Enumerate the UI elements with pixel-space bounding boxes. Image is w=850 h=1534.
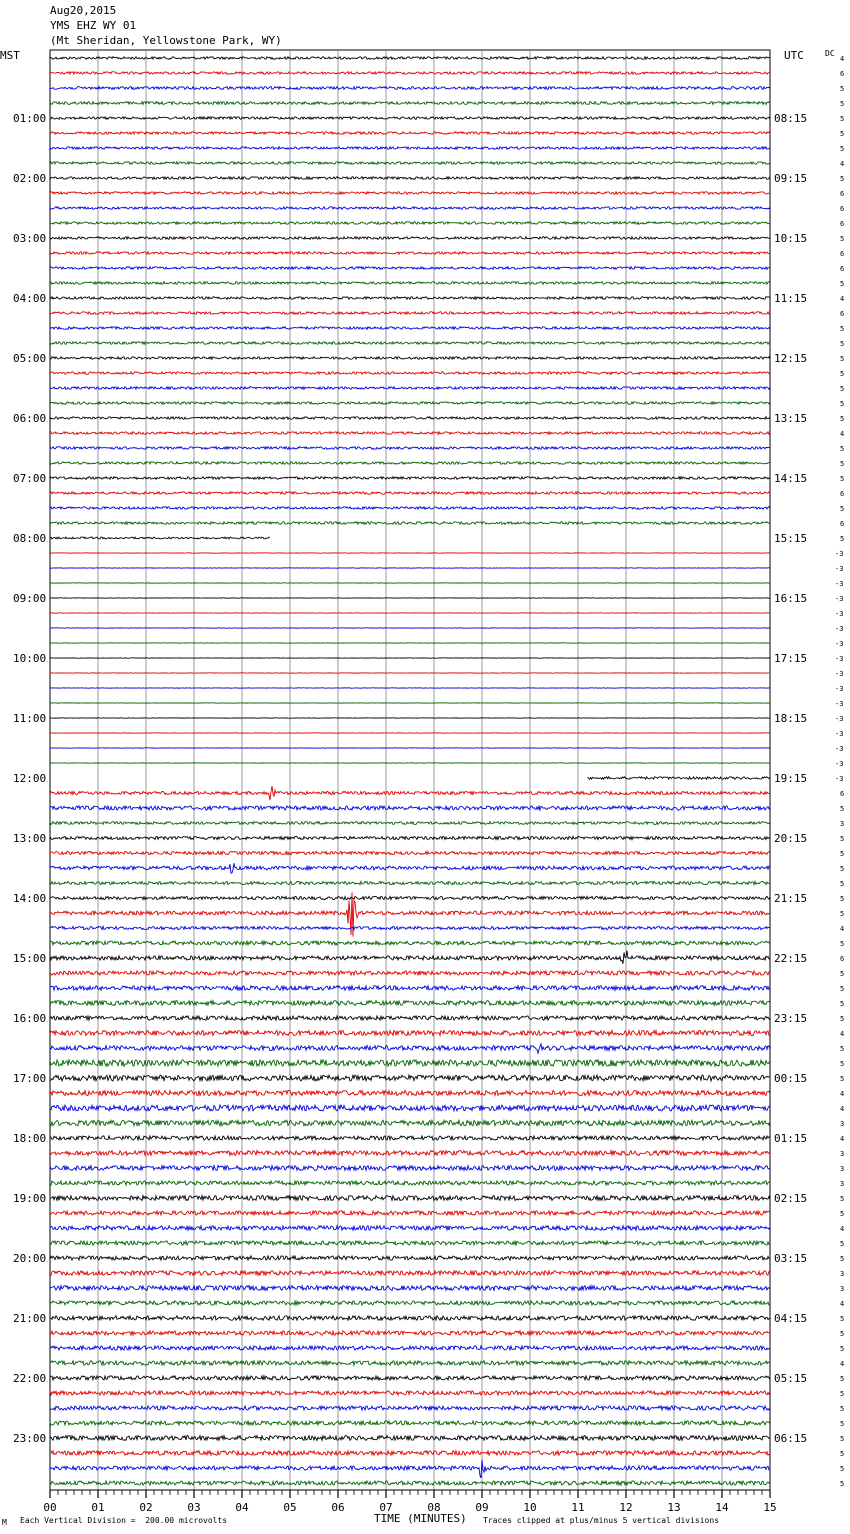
- seismic-trace: [50, 1436, 770, 1441]
- seismic-trace: [588, 777, 770, 780]
- dc-offset-label: 4: [840, 1090, 845, 1098]
- seismic-trace: [50, 132, 770, 135]
- dc-offset-label: 5: [840, 280, 845, 288]
- seismic-trace: [50, 1451, 770, 1455]
- dc-offset-label: 5: [840, 145, 845, 153]
- dc-offset-label: 4: [840, 295, 845, 303]
- dc-offset-label: 4: [840, 1135, 845, 1143]
- dc-offset-label: 4: [840, 1360, 845, 1368]
- left-hour-label: 07:00: [13, 472, 47, 485]
- seismic-trace: [50, 1421, 770, 1425]
- dc-offset-label: 5: [840, 1480, 845, 1488]
- seismic-trace: [50, 162, 770, 165]
- right-hour-label: 08:15: [774, 112, 808, 125]
- dc-offset-label: 3: [840, 1180, 845, 1188]
- dc-offset-label: 6: [840, 310, 845, 318]
- x-tick-label: 09: [475, 1501, 489, 1514]
- dc-offset-label: 5: [840, 100, 845, 108]
- dc-offset-label: 5: [840, 370, 845, 378]
- dc-offset-label: 5: [840, 445, 845, 453]
- seismic-trace: [50, 971, 770, 975]
- dc-offset-label: 5: [840, 340, 845, 348]
- seismic-trace: [50, 836, 770, 839]
- left-hour-label: 20:00: [13, 1252, 47, 1265]
- dc-offset-label: -3: [835, 580, 844, 588]
- right-hour-label: 23:15: [774, 1012, 808, 1025]
- dc-offset-label: 5: [840, 235, 845, 243]
- left-hour-label: 15:00: [13, 952, 47, 965]
- seismic-trace: [50, 357, 770, 360]
- dc-offset-label: 5: [840, 130, 845, 138]
- seismic-trace: [50, 267, 770, 270]
- seismic-trace: [50, 1271, 770, 1275]
- x-tick-label: 14: [715, 1501, 729, 1514]
- seismic-trace: [50, 1256, 770, 1260]
- dc-offset-label: 5: [840, 1000, 845, 1008]
- seismic-trace: [50, 1211, 770, 1215]
- seismic-trace: [50, 462, 770, 465]
- right-hour-label: 05:15: [774, 1372, 808, 1385]
- x-tick-label: 02: [139, 1501, 153, 1514]
- plot-frame: [50, 50, 770, 1490]
- dc-offset-label: 5: [840, 1405, 845, 1413]
- seismic-trace: [50, 1030, 770, 1035]
- seismic-trace: [50, 402, 770, 405]
- seismic-trace: [50, 1406, 770, 1410]
- dc-offset-label: 5: [840, 505, 845, 513]
- seismic-trace: [50, 447, 770, 450]
- dc-offset-label: -3: [835, 550, 844, 558]
- dc-offset-label: 5: [840, 1375, 845, 1383]
- seismic-trace: [50, 1181, 770, 1185]
- dc-offset-label: 6: [840, 955, 845, 963]
- seismic-trace: [50, 537, 270, 539]
- dc-offset-label: 6: [840, 70, 845, 78]
- dc-offset-label: 5: [840, 1450, 845, 1458]
- dc-offset-label: 5: [840, 895, 845, 903]
- left-hour-label: 23:00: [13, 1432, 47, 1445]
- right-hour-label: 02:15: [774, 1192, 808, 1205]
- seismic-trace: [50, 1120, 770, 1125]
- right-hour-label: 19:15: [774, 772, 808, 785]
- seismic-trace: [50, 117, 770, 120]
- seismic-trace: [50, 252, 770, 255]
- dc-offset-label: 5: [840, 1060, 845, 1068]
- seismic-trace: [50, 327, 770, 330]
- right-hour-label: 21:15: [774, 892, 808, 905]
- dc-offset-label: 5: [840, 1435, 845, 1443]
- left-hour-label: 19:00: [13, 1192, 47, 1205]
- seismic-trace: [50, 1301, 770, 1305]
- seismic-trace: [50, 372, 770, 375]
- dc-offset-label: 5: [840, 1195, 845, 1203]
- dc-offset-label: 5: [840, 115, 845, 123]
- dc-offset-label: -3: [835, 670, 844, 678]
- right-hour-label: 03:15: [774, 1252, 808, 1265]
- seismic-trace: [50, 477, 770, 480]
- seismic-trace: [50, 72, 770, 75]
- seismic-trace: [50, 342, 770, 345]
- seismic-trace: [50, 1460, 770, 1478]
- dc-offset-label: 6: [840, 220, 845, 228]
- seismic-trace: [50, 177, 770, 180]
- x-tick-label: 10: [523, 1501, 537, 1514]
- right-hour-label: 04:15: [774, 1312, 808, 1325]
- seismic-trace: [50, 1001, 770, 1006]
- dc-offset-label: 5: [840, 460, 845, 468]
- seismic-trace: [50, 417, 770, 420]
- seismic-trace: [50, 822, 770, 825]
- dc-offset-label: 4: [840, 1225, 845, 1233]
- seismic-trace: [50, 192, 770, 195]
- station-code: YMS EHZ WY 01: [50, 19, 137, 32]
- dc-offset-label: 5: [840, 880, 845, 888]
- right-hour-label: 11:15: [774, 292, 808, 305]
- corner-mark: M: [2, 1518, 7, 1527]
- dc-offset-label: -3: [835, 685, 844, 693]
- seismic-trace: [50, 1016, 770, 1020]
- left-hour-label: 02:00: [13, 172, 47, 185]
- right-hour-label: 15:15: [774, 532, 808, 545]
- dc-offset-label: -3: [835, 595, 844, 603]
- seismic-trace: [50, 1075, 770, 1081]
- seismic-trace: [50, 1331, 770, 1335]
- dc-offset-label: 5: [840, 175, 845, 183]
- left-hour-label: 09:00: [13, 592, 47, 605]
- right-hour-label: 14:15: [774, 472, 808, 485]
- left-hour-label: 13:00: [13, 832, 47, 845]
- dc-offset-label: 5: [840, 970, 845, 978]
- right-hour-label: 00:15: [774, 1072, 808, 1085]
- dc-offset-label: 5: [840, 1045, 845, 1053]
- x-tick-label: 12: [619, 1501, 633, 1514]
- seismic-trace: [50, 1060, 770, 1066]
- dc-offset-label: 5: [840, 1315, 845, 1323]
- left-hour-label: 18:00: [13, 1132, 47, 1145]
- x-axis-label: TIME (MINUTES): [374, 1512, 467, 1525]
- right-hour-label: 18:15: [774, 712, 808, 725]
- dc-offset-label: 5: [840, 385, 845, 393]
- x-tick-label: 05: [283, 1501, 297, 1514]
- seismic-trace: [50, 1151, 770, 1156]
- left-timezone-label: MST: [0, 49, 20, 62]
- seismic-trace: [50, 1316, 770, 1320]
- seismic-trace: [50, 522, 770, 525]
- dc-offset-label: -3: [835, 730, 844, 738]
- dc-offset-label: 5: [840, 1465, 845, 1473]
- seismic-trace: [50, 147, 770, 150]
- dc-offset-label: 6: [840, 265, 845, 273]
- right-hour-label: 22:15: [774, 952, 808, 965]
- dc-offset-label: 4: [840, 1105, 845, 1113]
- seismic-trace: [50, 87, 770, 90]
- seismic-trace: [50, 57, 770, 60]
- x-tick-label: 04: [235, 1501, 249, 1514]
- seismic-trace: [50, 1346, 770, 1350]
- seismic-trace: [50, 863, 770, 873]
- x-tick-label: 03: [187, 1501, 201, 1514]
- right-hour-label: 06:15: [774, 1432, 808, 1445]
- dc-offset-label: 3: [840, 1270, 845, 1278]
- dc-offset-label: 5: [840, 535, 845, 543]
- dc-offset-label: 5: [840, 850, 845, 858]
- dc-offset-label: 3: [840, 1150, 845, 1158]
- seismic-trace: [50, 1241, 770, 1245]
- left-hour-label: 01:00: [13, 112, 47, 125]
- dc-offset-label: -3: [835, 760, 844, 768]
- dc-offset-label: 6: [840, 520, 845, 528]
- right-hour-label: 10:15: [774, 232, 808, 245]
- seismic-trace: [50, 297, 770, 300]
- seismic-trace: [50, 492, 770, 495]
- dc-offset-label: 4: [840, 160, 845, 168]
- dc-offset-label: 5: [840, 910, 845, 918]
- right-hour-label: 16:15: [774, 592, 808, 605]
- clip-note: Traces clipped at plus/minus 5 vertical divisions: [483, 1516, 720, 1525]
- seismic-trace: [50, 222, 770, 225]
- seismic-trace: [50, 282, 770, 285]
- dc-offset-label: 5: [840, 1420, 845, 1428]
- seismic-trace: [50, 312, 770, 315]
- dc-offset-label: 3: [840, 1285, 845, 1293]
- seismic-trace: [50, 1105, 770, 1111]
- x-tick-label: 15: [763, 1501, 777, 1514]
- dc-column-label: DC: [825, 49, 835, 58]
- seismic-trace: [50, 1166, 770, 1171]
- dc-offset-label: 5: [840, 475, 845, 483]
- dc-offset-label: 4: [840, 925, 845, 933]
- x-tick-label: 11: [571, 1501, 585, 1514]
- plot-date: Aug20,2015: [50, 4, 117, 17]
- left-hour-label: 21:00: [13, 1312, 47, 1325]
- station-location: (Mt Sheridan, Yellowstone Park, WY): [50, 34, 282, 47]
- dc-offset-label: 4: [840, 1300, 845, 1308]
- seismic-trace: [50, 1044, 770, 1053]
- dc-offset-label: 5: [840, 805, 845, 813]
- dc-offset-label: -3: [835, 610, 844, 618]
- x-tick-label: 01: [91, 1501, 105, 1514]
- seismic-trace: [50, 926, 770, 929]
- dc-offset-label: 3: [840, 1120, 845, 1128]
- dc-offset-label: 5: [840, 1390, 845, 1398]
- right-timezone-label: UTC: [784, 49, 804, 62]
- seismic-trace: [50, 786, 770, 800]
- dc-offset-label: 4: [840, 430, 845, 438]
- dc-offset-label: 5: [840, 1330, 845, 1338]
- dc-offset-label: -3: [835, 775, 844, 783]
- dc-offset-label: -3: [835, 745, 844, 753]
- seismic-trace: [50, 896, 770, 899]
- left-hour-label: 03:00: [13, 232, 47, 245]
- x-tick-label: 13: [667, 1501, 681, 1514]
- right-hour-label: 12:15: [774, 352, 808, 365]
- seismic-trace: [50, 1196, 770, 1201]
- dc-offset-label: 4: [840, 55, 845, 63]
- seismic-trace: [50, 1091, 770, 1096]
- dc-offset-label: -3: [835, 655, 844, 663]
- dc-offset-label: 6: [840, 790, 845, 798]
- dc-offset-label: 4: [840, 1030, 845, 1038]
- dc-offset-label: 5: [840, 1210, 845, 1218]
- dc-offset-label: 6: [840, 190, 845, 198]
- right-hour-label: 01:15: [774, 1132, 808, 1145]
- left-hour-label: 10:00: [13, 652, 47, 665]
- x-tick-label: 06: [331, 1501, 345, 1514]
- dc-offset-label: 5: [840, 940, 845, 948]
- seismic-trace: [50, 1136, 770, 1140]
- seismic-trace: [50, 507, 770, 510]
- left-hour-label: 12:00: [13, 772, 47, 785]
- seismic-trace: [50, 387, 770, 390]
- dc-offset-label: 5: [840, 865, 845, 873]
- left-hour-label: 16:00: [13, 1012, 47, 1025]
- dc-offset-label: 5: [840, 1240, 845, 1248]
- left-hour-label: 04:00: [13, 292, 47, 305]
- left-hour-label: 06:00: [13, 412, 47, 425]
- dc-offset-label: 5: [840, 835, 845, 843]
- seismic-trace: [50, 1391, 770, 1395]
- seismic-trace: [50, 951, 770, 964]
- dc-offset-label: 6: [840, 250, 845, 258]
- dc-offset-label: -3: [835, 700, 844, 708]
- dc-offset-label: 5: [840, 985, 845, 993]
- seismic-trace: [50, 237, 770, 240]
- right-hour-label: 13:15: [774, 412, 808, 425]
- left-hour-label: 22:00: [13, 1372, 47, 1385]
- dc-offset-label: 3: [840, 820, 845, 828]
- left-hour-label: 08:00: [13, 532, 47, 545]
- left-hour-label: 05:00: [13, 352, 47, 365]
- seismic-trace: [50, 1361, 770, 1365]
- seismic-trace: [50, 432, 770, 435]
- left-hour-label: 11:00: [13, 712, 47, 725]
- dc-offset-label: 6: [840, 205, 845, 213]
- seismic-trace: [50, 1481, 770, 1485]
- dc-offset-label: 5: [840, 415, 845, 423]
- seismic-trace: [50, 851, 770, 854]
- dc-offset-label: 5: [840, 1075, 845, 1083]
- dc-offset-label: 5: [840, 1015, 845, 1023]
- right-hour-label: 20:15: [774, 832, 808, 845]
- left-hour-label: 14:00: [13, 892, 47, 905]
- dc-offset-label: -3: [835, 565, 844, 573]
- seismic-trace: [50, 941, 770, 945]
- dc-offset-label: 5: [840, 400, 845, 408]
- dc-offset-label: 5: [840, 1345, 845, 1353]
- seismic-trace: [50, 1376, 770, 1380]
- seismic-trace: [50, 881, 770, 884]
- seismic-trace: [50, 806, 770, 810]
- dc-offset-label: 5: [840, 85, 845, 93]
- x-tick-label: 08: [427, 1501, 441, 1514]
- seismic-trace: [50, 207, 770, 210]
- dc-offset-label: 6: [840, 490, 845, 498]
- right-hour-label: 09:15: [774, 172, 808, 185]
- seismic-trace: [50, 1226, 770, 1230]
- dc-offset-label: 5: [840, 325, 845, 333]
- left-hour-label: 17:00: [13, 1072, 47, 1085]
- dc-offset-label: -3: [835, 640, 844, 648]
- dc-offset-label: 5: [840, 355, 845, 363]
- seismic-trace: [50, 986, 770, 990]
- scale-note: Each Vertical Division = 200.00 microvolts: [20, 1516, 228, 1525]
- right-hour-label: 17:15: [774, 652, 808, 665]
- x-tick-label: 00: [43, 1501, 57, 1514]
- dc-offset-label: 5: [840, 1255, 845, 1263]
- x-tick-label: 07: [379, 1501, 393, 1514]
- seismic-trace: [50, 1286, 770, 1291]
- dc-offset-label: 3: [840, 1165, 845, 1173]
- dc-offset-label: -3: [835, 625, 844, 633]
- seismic-trace: [50, 102, 770, 105]
- dc-offset-label: -3: [835, 715, 844, 723]
